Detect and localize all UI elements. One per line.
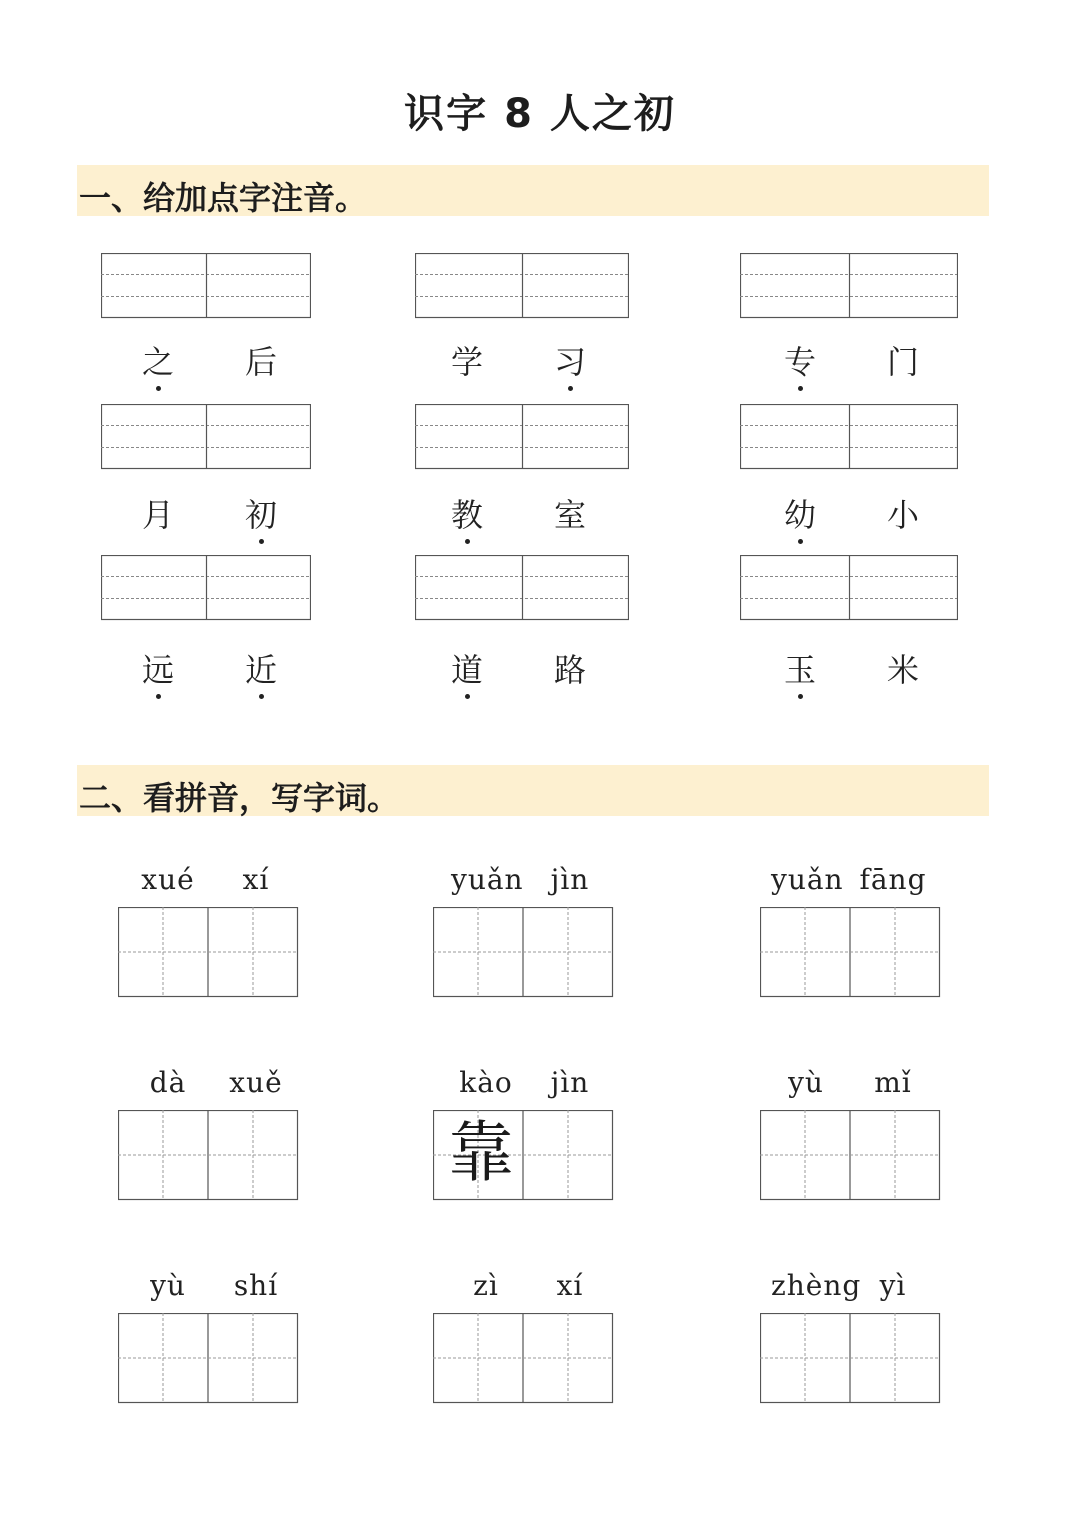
- pinyin-label: jìn: [550, 1066, 590, 1099]
- pinyin-writing-grid[interactable]: [101, 555, 310, 619]
- word-character: 月: [141, 496, 174, 534]
- dotted-character: 专: [770, 337, 830, 383]
- pinyin-label: mǐ: [874, 1066, 912, 1099]
- pinyin-writing-grid[interactable]: [415, 555, 628, 619]
- word-character: 学: [450, 343, 483, 381]
- word-character: 小: [886, 496, 919, 534]
- pinyin-label: dà: [149, 1066, 187, 1099]
- pinyin-label: zhèng: [771, 1269, 862, 1302]
- dotted-character: 之: [128, 337, 188, 383]
- section-2-header: [77, 765, 989, 816]
- section-2-heading: 二、看拼音，写字词。: [79, 779, 400, 817]
- dotted-character: 幼: [770, 490, 830, 536]
- pinyin-label: zì: [473, 1269, 499, 1302]
- pinyin-writing-grid[interactable]: [101, 253, 310, 317]
- pinyin-label: yuǎn: [771, 863, 844, 896]
- tianzige-writing-box[interactable]: [760, 1313, 940, 1403]
- tianzige-writing-box[interactable]: [118, 1110, 298, 1200]
- dotted-character: 远: [128, 645, 188, 691]
- pinyin-writing-grid[interactable]: [740, 555, 957, 619]
- filled-character: 靠: [448, 1114, 514, 1191]
- pinyin-label: kào: [459, 1066, 513, 1099]
- section-1-heading: 一、给加点字注音。: [79, 179, 368, 217]
- pinyin-label: yuǎn: [451, 863, 524, 896]
- tianzige-writing-box[interactable]: [118, 1313, 298, 1403]
- pinyin-label: yì: [879, 1269, 907, 1302]
- pinyin-writing-grid[interactable]: [415, 253, 628, 317]
- word-character: 门: [886, 343, 919, 381]
- word-character: 室: [553, 496, 586, 534]
- tianzige-writing-box[interactable]: [118, 907, 298, 997]
- dotted-character: 教: [437, 490, 497, 536]
- pinyin-writing-grid[interactable]: [415, 404, 628, 468]
- page-title: 识字 8 人之初: [404, 91, 676, 137]
- section-1-header: [77, 165, 989, 216]
- pinyin-writing-grid[interactable]: [740, 253, 957, 317]
- dotted-character: 初: [231, 490, 291, 536]
- pinyin-label: yù: [150, 1269, 186, 1302]
- pinyin-label: xí: [556, 1269, 584, 1302]
- pinyin-label: xí: [242, 863, 270, 896]
- word-character: 米: [886, 651, 919, 689]
- pinyin-label: xuě: [229, 1066, 283, 1099]
- dotted-character: 玉: [770, 645, 830, 691]
- tianzige-writing-box[interactable]: [760, 1110, 940, 1200]
- pinyin-label: jìn: [550, 863, 590, 896]
- dotted-character: 近: [231, 645, 291, 691]
- pinyin-label: shí: [233, 1269, 279, 1302]
- word-character: 后: [244, 343, 277, 381]
- pinyin-label: fāng: [859, 863, 927, 896]
- dotted-character: 道: [437, 645, 497, 691]
- pinyin-label: yù: [788, 1066, 824, 1099]
- tianzige-writing-box[interactable]: [433, 1313, 613, 1403]
- word-character: 路: [553, 651, 586, 689]
- pinyin-writing-grid[interactable]: [740, 404, 957, 468]
- tianzige-writing-box[interactable]: [433, 907, 613, 997]
- pinyin-writing-grid[interactable]: [101, 404, 310, 468]
- pinyin-label: xué: [141, 863, 195, 896]
- dotted-character: 习: [540, 337, 600, 383]
- tianzige-writing-box[interactable]: [760, 907, 940, 997]
